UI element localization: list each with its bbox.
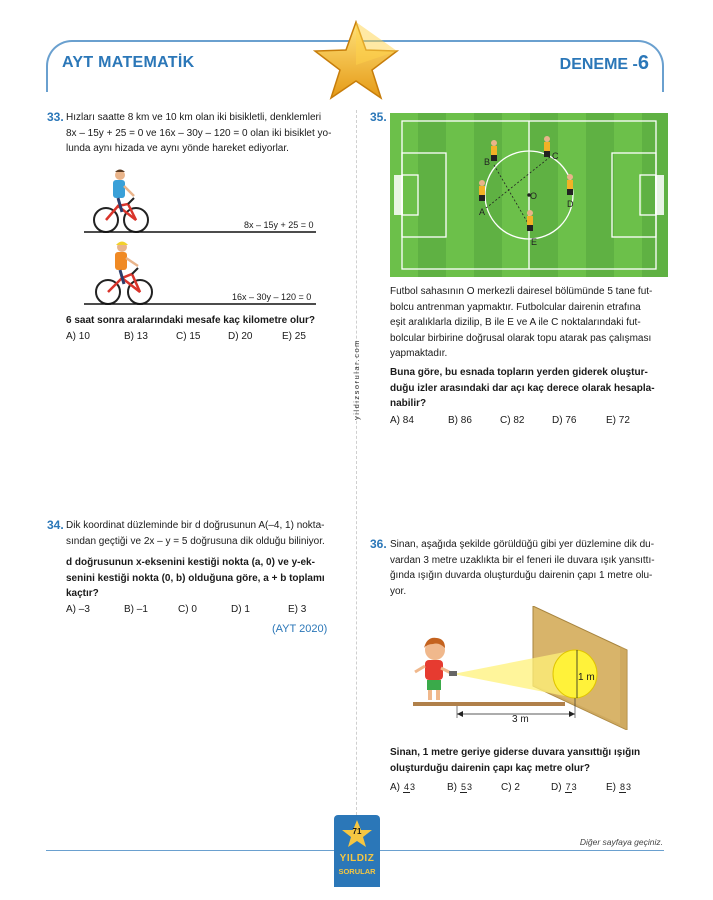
q33-equation-2: 16x – 30y – 120 = 0 [232,292,312,302]
footer-logo [334,815,380,887]
footer-line-left [46,850,334,851]
option-d[interactable]: D) 73 [551,782,577,794]
bicycles-figure [84,168,324,308]
point-label-o: O [530,191,538,201]
logo-line-1: YILDIZ [339,853,375,864]
option-d[interactable]: D) 20 [228,331,253,342]
q35-number: 35. [370,110,387,124]
q33-equation-1: 8x – 15y + 25 = 0 [244,220,314,230]
point-label-a: A [479,207,486,217]
option-c[interactable]: C) 82 [500,415,525,426]
logo-line-2: SORULAR [338,867,376,876]
q34-source: (AYT 2020) [272,623,328,635]
option-a[interactable]: A) –3 [66,604,90,615]
option-b[interactable]: B) –1 [124,604,148,615]
q35-stem: Futbol sahasının O merkezli dairesel bölümünde 5 tane fut- bolcu antrenman yapmaktır. Futbolcular dairenin etrafına eşit aralıklarla dizilip, B ile E ve A ile C noktalarındaki fut- bolcular birbirine doğrusal olarak topu atarak pas çalışması yapmaktadır. [390,286,653,359]
column-divider [356,110,357,830]
q33-options [66,331,306,342]
option-c[interactable]: C) 0 [178,604,197,615]
next-page-note: Diğer sayfaya geçiniz. [579,837,663,847]
option-e[interactable]: E) 83 [606,782,632,794]
option-e[interactable]: E) 25 [282,331,306,342]
q36-diameter-label: 1 m [578,672,595,683]
exam-label: DENEME -6 [559,52,649,74]
subject-title: AYT MATEMATİK [62,54,195,71]
option-c[interactable]: C) 15 [176,331,201,342]
football-field-figure [390,113,668,277]
point-label-b: B [484,157,491,167]
footer-line-right [380,850,664,851]
q33-stem: Hızları saatte 8 km ve 10 km olan iki bisikletli, denklemleri 8x – 15y + 25 = 0 ve 16x – 30y – 120 = 0 olan iki bisiklet yo- lunda aynı hizada ve aynı yönde hareket ediyorlar. [66,112,332,154]
q36-number: 36. [370,537,387,551]
page-number: 71 [352,827,362,836]
q33-number: 33. [47,110,64,124]
option-b[interactable]: B) 13 [124,331,148,342]
option-e[interactable]: E) 72 [606,415,630,426]
option-b[interactable]: B) 86 [448,415,472,426]
option-d[interactable]: D) 1 [231,604,250,615]
watermark-text: yildizsorular.com [352,339,361,420]
q33-question: 6 saat sonra aralarındaki mesafe kaç kilometre olur? [66,315,316,326]
option-a[interactable]: A) 84 [390,415,414,426]
q35-question: Buna göre, bu esnada topların yerden giderek oluştur- duğu izler arasındaki dar açı kaç derece olarak hesapla- nabilir? [390,367,655,409]
q36-stem: Sinan, aşağıda şekilde görüldüğü gibi yer düzlemine dik du- vardan 3 metre uzaklıkta bir el feneri ile duvara ışık yansıttı- ğında ışığın duvarda oluşturduğu dairenin çapı 1 metre olu- yor. [390,539,655,597]
option-d[interactable]: D) 76 [552,415,577,426]
option-a[interactable]: A) 10 [66,331,90,342]
q36-options [390,782,631,793]
q34-options [66,604,306,615]
point-label-e: E [531,237,538,247]
option-a[interactable]: A) 43 [390,782,416,794]
q36-question: Sinan, 1 metre geriye giderse duvara yansıttığı ışığın oluşturduğu dairenin çapı kaç metre olur? [390,747,641,774]
q36-distance-label: 3 m [512,714,529,725]
option-e[interactable]: E) 3 [288,604,307,615]
q34-stem: Dik koordinat düzleminde bir d doğrusunun A(–4, 1) nokta- sından geçtiği ve 2x – y = 5 doğrusuna dik olduğu biliniyor. [66,520,325,547]
q34-number: 34. [47,518,64,532]
star-logo-icon [311,20,401,100]
option-b[interactable]: B) 53 [447,782,473,794]
point-label-d: D [567,199,574,209]
q34-question: d doğrusunun x-eksenini kestiği nokta (a, 0) ve y-ek- senini kestiği nokta (0, b) olduğuna göre, a + b toplamı kaçtır? [66,557,325,599]
option-c[interactable]: C) 2 [501,782,520,794]
q35-options [390,415,630,426]
point-label-c: C [552,151,559,161]
